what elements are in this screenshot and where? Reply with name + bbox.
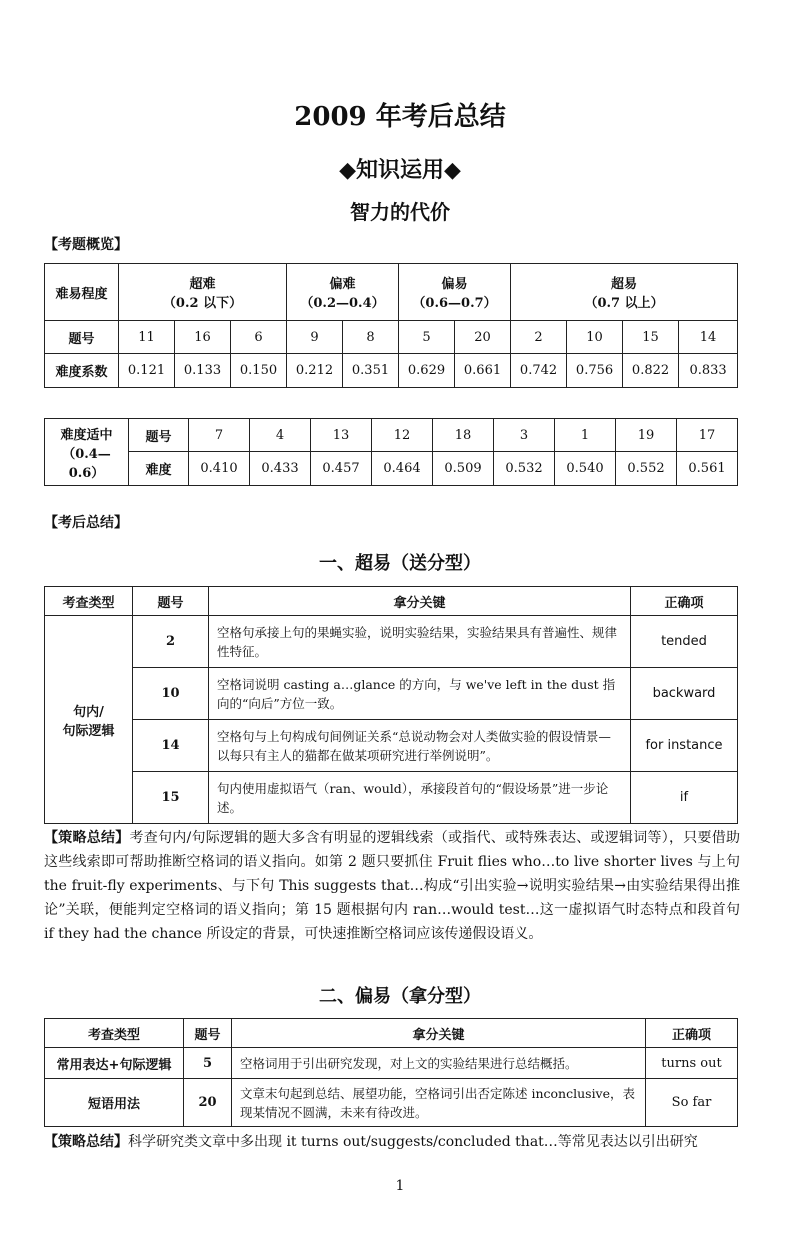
type-cell: 句内/ 句际逻辑 [45,616,133,824]
number-cell: 3 [494,419,555,452]
header-key: 拿分关键 [232,1019,646,1048]
strategy-paragraph-1 [44,826,740,946]
number-cell: 13 [311,419,372,452]
number-cell: 15 [133,772,209,824]
answer-cell: if [631,772,738,824]
diff-cell: 0.410 [189,452,250,486]
strategy-label: 【策略总结】 [44,830,130,846]
number-cell: 20 [455,321,511,354]
article-title: 智力的代价 [350,200,450,224]
diff-cell: 0.433 [250,452,311,486]
number-cell: 14 [133,720,209,772]
diff-cell: 0.509 [433,452,494,486]
coef-cell: 0.121 [119,354,175,388]
row-label-diff: 难度 [129,452,189,486]
type-cell: 短语用法 [45,1079,184,1127]
header-answer: 正确项 [631,587,738,616]
number-cell: 10 [567,321,623,354]
answer-cell: turns out [646,1048,738,1079]
strategy-text: 科学研究类文章中多出现 it turns out/suggests/concluded that…等常见表达以引出研究 [128,1134,698,1150]
part1-heading: 一、超易（送分型） [319,553,481,574]
part1-table [44,586,738,824]
diff-cell: 0.540 [555,452,616,486]
number-cell: 17 [677,419,738,452]
number-cell: 14 [679,321,738,354]
group-cell: 偏难 （0.2—0.4） [287,264,399,321]
strategy-label: 【策略总结】 [44,1134,128,1150]
number-cell: 10 [133,668,209,720]
header-number: 题号 [184,1019,232,1048]
group-cell: 超难 （0.2 以下） [119,264,287,321]
number-cell: 20 [184,1079,232,1127]
row-label-number: 题号 [45,321,119,354]
number-cell: 15 [623,321,679,354]
header-key: 拿分关键 [209,587,631,616]
section-heading: ◆知识运用◆ [339,157,461,183]
page-number: 1 [395,1178,405,1194]
strategy-paragraph-2 [44,1130,740,1154]
number-cell: 7 [189,419,250,452]
moderate-table [44,418,738,486]
diff-cell: 0.532 [494,452,555,486]
diff-cell: 0.561 [677,452,738,486]
key-cell: 文章末句起到总结、展望功能，空格词引出否定陈述 inconclusive，表现某情况不圆满，未来有待改进。 [232,1079,646,1127]
part2-table [44,1018,738,1127]
summary-label: 【考后总结】 [44,515,128,531]
coef-cell: 0.822 [623,354,679,388]
coef-cell: 0.629 [399,354,455,388]
group-cell: 偏易 （0.6—0.7） [399,264,511,321]
diff-cell: 0.464 [372,452,433,486]
number-cell: 5 [399,321,455,354]
key-cell: 空格词用于引出研究发现，对上文的实验结果进行总结概括。 [232,1048,646,1079]
number-cell: 2 [511,321,567,354]
number-cell: 18 [433,419,494,452]
group-cell: 难度适中 （0.4—0.6） [45,419,129,486]
overview-label: 【考题概览】 [44,237,128,253]
answer-cell: backward [631,668,738,720]
row-label-coef: 难度系数 [45,354,119,388]
coef-cell: 0.351 [343,354,399,388]
number-cell: 1 [555,419,616,452]
type-cell: 常用表达+句际逻辑 [45,1048,184,1079]
strategy-text: 考查句内/句际逻辑的题大多含有明显的逻辑线索（或指代、或特殊表达、或逻辑词等），只要借助这些线索即可帮助推断空格词的语义指向。如第 2 题只要抓住 Fruit flies who…to live shorter lives 与上句 the fruit-fly experiments、与下句 This suggests that…构成“引出实验→说明实验结果→由实验结果得出推论”关联，便能判定空格词的语义指向；第 15 题根据句内 ran…would test…这一虚拟语气时态特点和段首句 if they had the chance 所设定的背景，可快速推断空格词应该传递假设语义。 [44,830,741,942]
group-cell: 超易 （0.7 以上） [511,264,738,321]
coef-cell: 0.133 [175,354,231,388]
number-cell: 16 [175,321,231,354]
coef-cell: 0.212 [287,354,343,388]
diff-cell: 0.552 [616,452,677,486]
coef-cell: 0.150 [231,354,287,388]
number-cell: 2 [133,616,209,668]
answer-cell: So far [646,1079,738,1127]
number-cell: 5 [184,1048,232,1079]
row-label-difficulty: 难易程度 [45,264,119,321]
page-title: 2009 年考后总结 [294,102,506,132]
number-cell: 12 [372,419,433,452]
coef-cell: 0.756 [567,354,623,388]
number-cell: 11 [119,321,175,354]
coef-cell: 0.661 [455,354,511,388]
diff-cell: 0.457 [311,452,372,486]
header-type: 考查类型 [45,1019,184,1048]
key-cell: 空格句与上句构成句间例证关系“总说动物会对人类做实验的假设情景—以每只有主人的猫都在做某项研究进行举例说明”。 [209,720,631,772]
difficulty-table [44,263,738,388]
header-number: 题号 [133,587,209,616]
key-cell: 句内使用虚拟语气（ran、would），承接段首句的“假设场景”进一步论述。 [209,772,631,824]
coef-cell: 0.742 [511,354,567,388]
header-type: 考查类型 [45,587,133,616]
key-cell: 空格句承接上句的果蝇实验，说明实验结果，实验结果具有普遍性、规律性特征。 [209,616,631,668]
answer-cell: for instance [631,720,738,772]
number-cell: 6 [231,321,287,354]
part2-heading: 二、偏易（拿分型） [319,986,481,1007]
number-cell: 19 [616,419,677,452]
key-cell: 空格词说明 casting a…glance 的方向，与 we've left in the dust 指向的“向后”方位一致。 [209,668,631,720]
number-cell: 4 [250,419,311,452]
answer-cell: tended [631,616,738,668]
row-label-number: 题号 [129,419,189,452]
number-cell: 9 [287,321,343,354]
coef-cell: 0.833 [679,354,738,388]
number-cell: 8 [343,321,399,354]
header-answer: 正确项 [646,1019,738,1048]
